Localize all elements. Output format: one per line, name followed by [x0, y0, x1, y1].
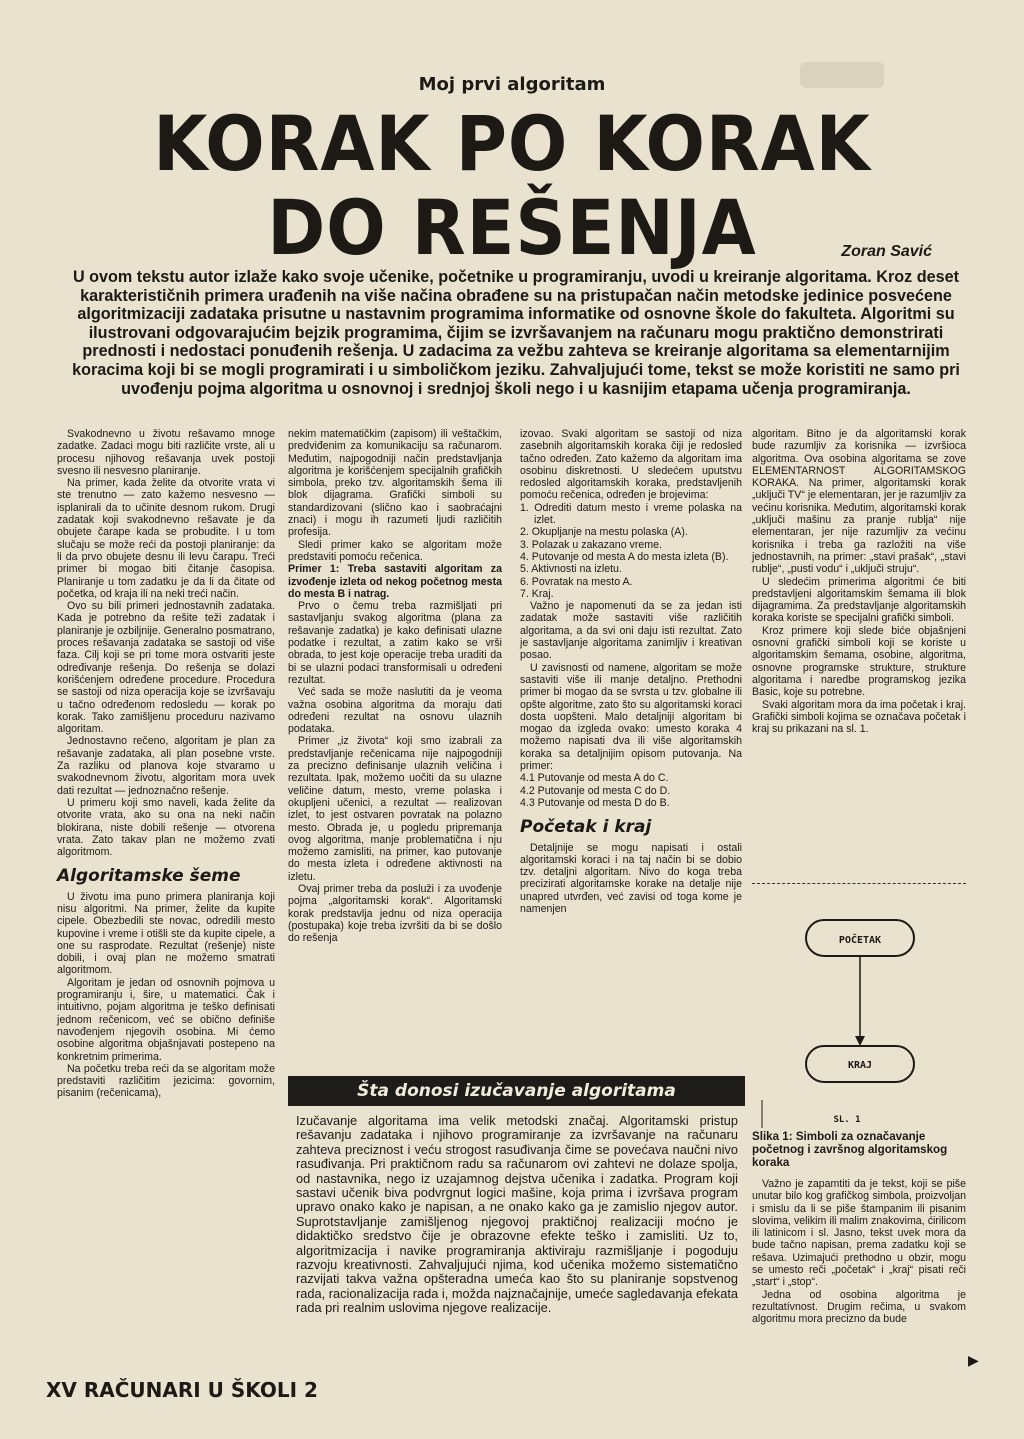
kicker: Moj prvi algoritam [418, 74, 606, 95]
figure-divider [752, 883, 966, 884]
paragraph: U zavisnosti od namene, algoritam se može sastaviti više ili manje detaljno. Prethodni primer bi mogao da se svrsta u tzv. globalne ili opšte algoritme, zato što su algoritamski koraci dosta uopšteni. Malo detaljniji algoritam bi mogao da izgleda ovako: umesto koraka 4 možemo napisati dva ili više algoritamskih koraka sa detaljnijim opisom putovanja. Na primer: [520, 661, 742, 773]
list-item: 4.2 Putovanje od mesta C do D. [520, 784, 671, 797]
list-item: 4.3 Putovanje od mesta D do B. [520, 796, 670, 809]
list-item: 7. Kraj. [520, 587, 554, 600]
paragraph: Prvo o čemu treba razmišljati pri sastavljanju svakog algoritma (plana za rešavanje zadatka) je kako definisati ulazne podatke i rezultat, a zatim kako se vrši obrada, to jest koje operacije treba uraditi da bi se ulazni podaci transformisali u određeni rezultat. [288, 600, 502, 686]
paragraph: Već sada se može naslutiti da je veoma važna osobina algoritma da moraju dati određeni rezultat na osnovu ulaznih podataka. [288, 686, 502, 736]
paragraph: Na primer, kada želite da otvorite vrata vi ste trenutno — zato kažemo nesvesno — isplanirali da to učinite desnom rukom. Drugi zadatak koji svakodnevno rešavate je da obujete čarape kada se probudite. I u tom slučaju se može reći da postoji planiranje: da li da prvo obujete desnu ili levu čarapu. Treći primer bi mogao biti čitanje časopisa. Planiranje u tom zadatku je da li da čitate od početka, od kraja ili na neki treći način. [57, 477, 275, 600]
start-label: POČETAK [838, 935, 882, 946]
paragraph: izovao. Svaki algoritam se sastoji od niza zasebnih algoritamskih koraka čiji je redosled tačno određen. Zato kažemo da algoritam ima osobinu diskretnosti. U sledećem uputstvu redosled algoritamskih koraka, predstavljenih pomoću rečenica, određen je brojevima: [520, 428, 742, 502]
example-heading: Primer 1: Treba sastaviti algoritam za izvođenje izleta od nekog početnog mesta do mesta B i natrag. [288, 563, 502, 600]
paragraph: Primer „iz života“ koji smo izabrali za predstavljanje rečenicama nije najpogodniji za precizno definisanje ulaznih veličina i rezultata. Ipak, možemo uočiti da su ulazne veličine datum, mesto, vreme polaska i okupljeni učenici, a rezultat — realizovan izlet, to jest ostvaren povratak na polazno mesto. Obrada je, u pogledu pripremanja ovog algoritma, manje problematična i nju možemo zamisliti, na primer, kao putovanje do mesta izleta i određene aktivnosti na izletu. [288, 735, 502, 883]
page-footer: XV RAČUNARI U ŠKOLI 2 [46, 1378, 318, 1402]
flowchart-svg [752, 890, 966, 1130]
column-4-continued [752, 1178, 966, 1326]
paragraph: Svakodnevno u životu rešavamo mnoge zadatke. Zadaci mogu biti različite vrste, ali u procesu njihovog rešavanja uvek postoji svesno ili nesvesno planiranje. [57, 428, 275, 477]
paragraph: Važno je napomenuti da se za jedan isti zadatak može sastaviti više različitih algoritama, a da svi oni daju isti rezultat. Zato je sastavljanje algoritama zanimljiv i kreativan posao. [520, 600, 742, 662]
paragraph: Detaljnije se mogu napisati i ostali algoritamski koraci i na taj način bi se dobio tzv. detaljni algoritam. Nivo do koga treba precizirati algoritamske korake na detalje nije unapred utvrđen, već zavisi od toga kome je namenjen [520, 841, 742, 915]
list-item: 3. Polazak u zakazano vreme. [520, 538, 662, 551]
paragraph: Jedna od osobina algoritma je rezultatívnost. Drugim rečima, u svakom algoritmu mora precizno da bude [752, 1288, 966, 1326]
paragraph: U primeru koji smo naveli, kada želite da otvorite vrata, ako su ona na neki način blokirana, niste dobili rešenje — otvorena vrata. Zato takav plan ne možemo zvati algoritmom. [57, 796, 275, 859]
list-item: 4. Putovanje od mesta A do mesta izleta (B). [520, 550, 729, 563]
list-item: 6. Povratak na mesto A. [520, 575, 633, 588]
list-item: 2. Okupljanje na mestu polaska (A). [520, 526, 688, 539]
list-item: 5. Aktivnosti na izletu. [520, 563, 622, 576]
paragraph: Algoritam je jedan od osnovnih pojmova u programiranju i, šire, u matematici. Čak i intuitivno, pojam algoritma je teško definisati jednom rečenicom, već se obično definiše navođenjem njegovih osobina. Mi ćemo osobine algoritma objašnjavati postepeno na konkretnim primerima. [57, 976, 275, 1063]
arrow-head-icon [855, 1036, 865, 1046]
paragraph: algoritam. Bitno je da algoritamski korak bude razumljiv za korisnika — izvršioca algoritma. Ova osobina algoritama se zove ELEMENTARNOST ALGORITAMSKOG KORAKA. Na primer, algoritamski korak „uključi TV“ je elementaran, jer je razumljiv za većinu korisnika. Međutim, algoritamski korak „uključi mašinu za pranje rublja“ nije elementaran, jer nije razumljiv za većinu korisnika i treba ga razložiti na više jednostavnih, na primer: „stavi prašak“, „stavi rublje“, „pusti vodu“ i „uključi struju“. [752, 428, 966, 576]
paragraph: U sledećim primerima algoritmi će biti predstavljeni algoritamskim šemama ili blok dijagramima. Za predstavljanje algoritamskih koraka koriste se specijalni grafički simboli. [752, 575, 966, 625]
title-line-2: DO REŠENJA [267, 183, 757, 272]
subheading: Početak i kraj [520, 817, 652, 838]
box-body: Izučavanje algoritama ima velik metodski značaj. Algoritamski pristup rešavanju zadataka i njihovo programiranje za izvršavanje na računaru zahteva preciznost i veću strogost rasuđivanja čime se povećava naučni nivo rasuđivanja. Pri praktičnom radu sa računarom ovi zahtevi ne dolaze spolja, od nastavnika, nego iz uzajamnog dejstva učenika i zadatka. Program koji sastavi učenik biva podvrgnut logici mašine, koja prima i izvršava program upravo onako kako je napisan, a ne onako kako ga je zamislio njegov autor. Suprotstavljanje zamišljenog njegovoj praktičnoj realizaciji moćno je didaktičko sredstvo čije je obrazovne efekte teško i zamisliti. Uz to, algoritmizacija i navike programiranja aktiviraju razmišljanje i pogoduju razvoju kreativnosti. Zahvaljujući njima, kod učenika možemo sistematično razvijati takva važna opšteradna umeća kao što su planiranje sopstvenog rada, racionalizacija rada i, možda najznačajnije, umeće sagledavanja efekata rada pri realnim uslovima njegove realizacije. [296, 1113, 738, 1316]
list-item: 1. Odrediti datum mesto i vreme polaska na izlet. [520, 501, 742, 527]
paragraph: nekim matematičkim (zapisom) ili veštačkim, predviđenim za komunikaciju sa računarom. Međutim, najpogodniji način predstavljanja algoritma je korišćenjem specijalnih grafičkih simbola, preko tzv. algoritamskih šema ili blok dijagrama. Grafički simboli su standardizovani (slično kao i saobraćajni znaci) i mogu ih razumeti ljudi različitih profesija. [288, 428, 502, 539]
paragraph: Važno je zapamtiti da je tekst, koji se piše unutar bilo kog grafičkog simbola, proizvoljan i smislu da li se piše štampanim ili pisanim slovima, velikim ili malim znakovima, ćirilicom ili latinicom i sl. Jasno, tekst uvek mora da bude tačno napisan, prema zadatku koji se rešava. Uzimajući prethodno u obzir, mogu se umesto reči „početak“ i „kraj“ pisati reči „start“ i „stop“. [752, 1178, 966, 1289]
subheading: Algoritamske šeme [57, 866, 241, 887]
figure-1 [752, 890, 966, 1130]
column-3 [520, 428, 742, 915]
column-4 [752, 428, 966, 735]
paragraph: Sledi primer kako se algoritam može predstaviti pomoću rečenica. [288, 538, 502, 563]
paragraph: Svaki algoritam mora da ima početak i kraj. Grafički simboli kojima se označava početak i kraj su prikazani na sl. 1. [752, 698, 966, 736]
paragraph: Kroz primere koji slede biće objašnjeni osnovni grafički simboli koji se koriste u algoritamskim šemama, osobine, algoritma, osnovne programske strukture, strukture algoritama i naredbe programskog jezika Basic, koje su potrebne. [752, 624, 966, 699]
title-line-1: KORAK PO KORAK [153, 99, 871, 188]
end-label: KRAJ [847, 1060, 873, 1071]
continue-arrow-icon: ▶ [968, 1352, 979, 1368]
list-item: 4.1 Putovanje od mesta A do C. [520, 772, 669, 785]
lead-paragraph: U ovom tekstu autor izlaže kako svoje učenike, početnike u programiranju, uvodi u kreiranje algoritama. Kroz deset karakterističnih primera urađenih na više načina obrađene su na pristupačan način metodske jedinice posvećene algoritmizaciji zadataka prisutne u nastavnim programima informatike od osnovne škole do fakulteta. Algoritmi su ilustrovani odgovarajućim bejzik programima, čijim se izvršavanjem na računaru mogu praktično demonstrirati prednosti i nedostaci ponuđenih rešenja. U zadacima za vežbu zahteva se kreiranje algoritama sa elementarnijim koracima koji bi se mogli programirati i u simboličkom jeziku. Zahvaljujući tome, tekst se može koristiti ne samo pri uvođenju pojma algoritma u osnovnoj i srednjoj školi nego i u kasnijim etapama učenja programiranja. [72, 268, 960, 398]
column-1 [57, 428, 275, 1100]
paragraph: Na početku treba reći da se algoritam može predstaviti različitim jezicima: govornim, pisanim (rečenicama), [57, 1062, 275, 1100]
paragraph: Jednostavno rečeno, algoritam je plan za rešavanje zadataka, ali plan posebne vrste. Za razliku od planova koje stvaramo u svakodnevnom životu, algoritam mora uvek dati rezultat — jednoznačno rešenje. [57, 735, 275, 797]
box-title: Šta donosi izučavanje algoritama [288, 1076, 745, 1106]
step-list [520, 502, 742, 600]
paragraph: Ovo su bili primeri jednostavnih zadataka. Kada je potrebno da rešite teži zadatak i planiranje je ozbiljnije. Generalno posmatrano, proces rešavanja zadataka se sastoji od više faza. Cilj koji se pri tome mora ostvariti jeste određivanje rešenja. Do rešenja se dolazi korišćenjem određene procedure. Procedura se sastoji od niza operacija koje se izvršavaju u tačno određenom redosledu — korak po korak. Tako zamišljenu proceduru nazivamo algoritam. [57, 600, 275, 736]
paragraph: U životu ima puno primera planiranja koji nisu algoritmi. Na primer, želite da kupite cipele. Obezbedili ste novac, odredili mesto kupovine i vreme i otišli ste da kupite cipele, a one su rasprodate. Rezultat (rešenje) niste dobili, i ovaj plan ne možemo smatrati algoritmom. [57, 890, 275, 977]
figure-number: SL. 1 [833, 1115, 861, 1125]
paragraph: Ovaj primer treba da posluži i za uvođenje pojma „algoritamski korak“. Algoritamski korak predstavlja jednu od niza operacija (postupaka) koje treba izvršiti da bi se došlo do rešenja [288, 882, 502, 945]
figure-caption: Slika 1: Simboli za označavanje početnog i završnog algoritamskog koraka [752, 1130, 948, 1169]
substep-list [520, 772, 742, 809]
author: Zoran Savić [841, 243, 932, 260]
column-2 [288, 428, 502, 944]
